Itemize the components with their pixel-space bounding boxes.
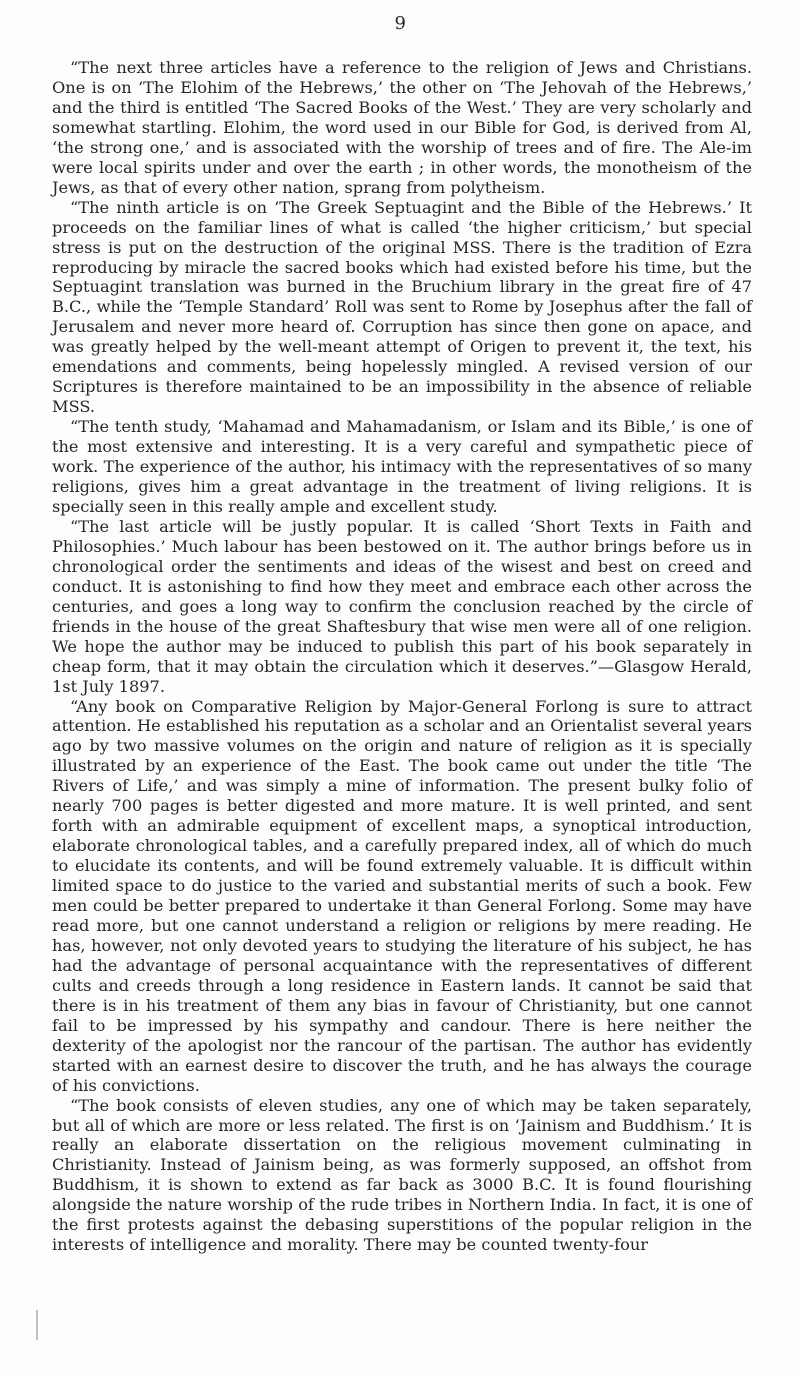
paragraph-septuagint-article: “The ninth article is on ‘The Greek Septuagint and the Bible of the Hebrews.’ It proceeds on the familiar lines of what is called ‘the higher criticism,’ but special stress is put on the destruction of the original MSS. There is the tradition of Ezra reproducing by miracle the sacred books which had existed before his time, but the Septuagint translation was burned in the Bruchium library in the great fire of 47 B.C., while the ‘Temple Standard’ Roll was sent to Rome by Josephus after the fall of Jerusalem and never more heard of. Corruption has since then gone on apace, and was greatly helped by the well-meant attempt of Origen to prevent it, the text, his emendations and comments, being hopelessly mingled. A revised version of our Scriptures is therefore maintained to be an impossibility in the absence of reliable MSS. bbox=[52, 197, 752, 417]
paragraph-eleven-studies: “The book consists of eleven studies, any one of which may be taken separately, but all of which are more or less related. The first is on ‘Jainism and Buddhism.’ It is really an elaborate dissertation on the religious movement culminating in Christianity. Instead of Jainism being, as was formerly supposed, an offshot from Buddhism, it is shown to extend as far back as 3000 B.C. It is found flourishing alongside the nature worship of the rude tribes in Northern India. In fact, it is one of the first protests against the debasing superstitions of the popular religion in the interests of intelligence and morality. There may be counted twenty-four bbox=[52, 1095, 752, 1255]
paragraph-comparative-religion: “Any book on Comparative Religion by Major-General Forlong is sure to attract attention. He established his reputation as a scholar and an Orientalist several years ago by two massive volumes on the origin and nature of religion as it is specially illustrated by an experience of the East. The book came out under the title ‘The Rivers of Life,’ and was simply a mine of information. The present bulky folio of nearly 700 pages is better digested and more mature. It is well printed, and sent forth with an admirable equipment of excellent maps, a synoptical introduction, elaborate chronological tables, and a carefully prepared index, all of which do much to elucidate its contents, and will be found extremely valuable. It is difficult within limited space to do justice to the varied and substantial merits of such a book. Few men could be better prepared to undertake it than General Forlong. Some may have read more, but one cannot understand a religion or religions by mere reading. He has, however, not only devoted years to studying the literature of his subject, he has had the advantage of personal acquaintance with the representatives of different cults and creeds through a long residence in Eastern lands. It cannot be said that there is in his treatment of them any bias in favour of Christianity, but one cannot fail to be impressed by his sympathy and candour. There is here neither the dexterity of the apologist nor the rancour of the partisan. The author has evidently started with an earnest desire to discover the truth, and he has always the courage of his convictions. bbox=[52, 696, 752, 1095]
scan-margin-mark bbox=[36, 1310, 38, 1340]
review-excerpts bbox=[52, 58, 752, 1255]
page-number: 9 bbox=[394, 13, 407, 34]
paragraph-elohim-articles: “The next three articles have a reference to the religion of Jews and Christians. One is on ‘The Elohim of the Hebrews,’ the other on ‘The Jehovah of the Hebrews,’ and the third is entitled ‘The Sacred Books of the West.’ They are very scholarly and somewhat startling. Elohim, the word used in our Bible for God, is derived from Al, ‘the strong one,’ and is associated with the worship of trees and of fire. The Ale-im were local spirits under and over the earth ; in other words, the monotheism of the Jews, as that of every other nation, sprang from polytheism. bbox=[52, 58, 752, 197]
paragraph-islam-study: “The tenth study, ‘Mahamad and Mahamadanism, or Islam and its Bible,’ is one of the most extensive and interesting. It is a very careful and sympathetic piece of work. The experience of the author, his intimacy with the representatives of so many religions, gives him a great advantage in the treatment of living religions. It is specially seen in this really ample and excellent study. bbox=[52, 417, 752, 516]
paragraph-short-texts: “The last article will be justly popular. It is called ‘Short Texts in Faith and Philosophies.’ Much labour has been bestowed on it. The author brings before us in chronological order the sentiments and ideas of the wisest and best on creed and conduct. It is astonishing to find how they meet and embrace each other across the centuries, and goes a long way to confirm the conclusion reached by the circle of friends in the house of the great Shaftesbury that wise men were all of one religion. We hope the author may be induced to publish this part of his book separately in cheap form, that it may obtain the circulation which it deserves.”—Glasgow Herald, 1st July 1897. bbox=[52, 516, 752, 696]
